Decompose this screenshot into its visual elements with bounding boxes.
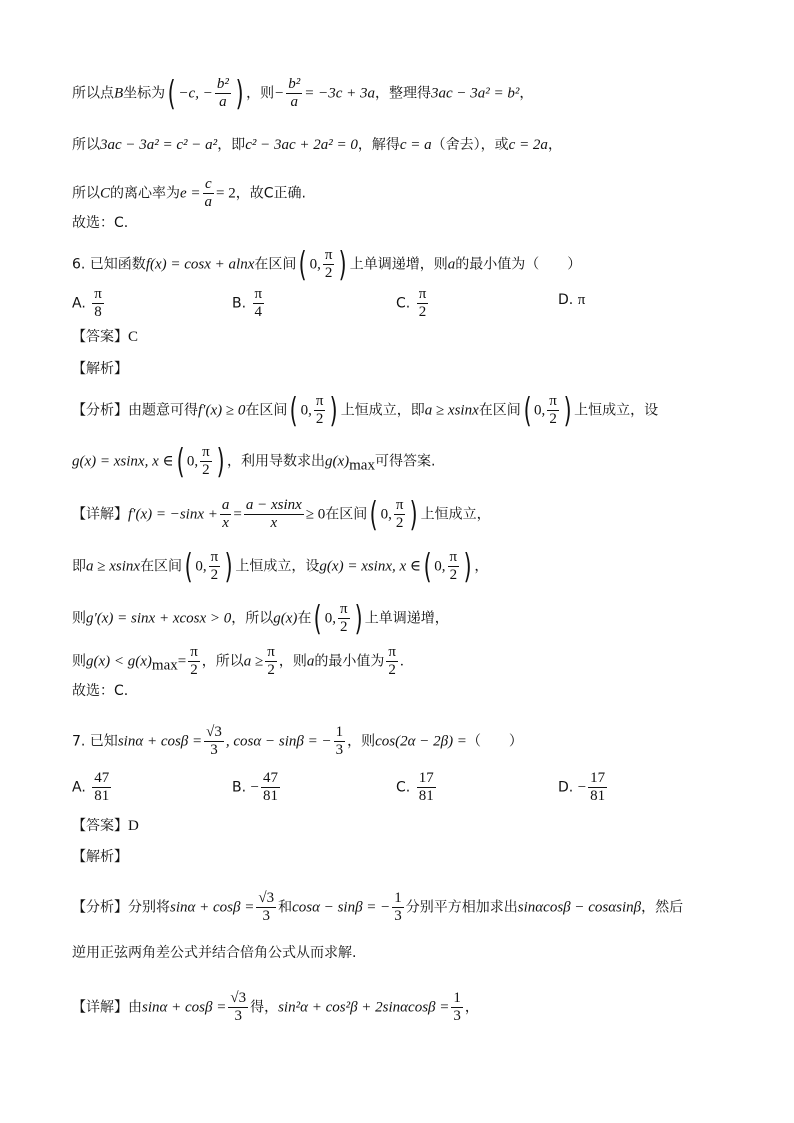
text-run: 【答案】 bbox=[72, 818, 128, 834]
fraction-denominator: x bbox=[270, 515, 278, 531]
answer-select-line: 故选：C. bbox=[72, 215, 129, 231]
math-paren: ( bbox=[289, 390, 298, 431]
text-run: ， bbox=[464, 999, 479, 1016]
detail-6-line1 bbox=[72, 494, 491, 535]
math-fraction bbox=[203, 176, 215, 211]
fraction-numerator: √3 bbox=[206, 724, 222, 740]
text-run: 【详解】 bbox=[72, 506, 128, 523]
math-paren: ) bbox=[563, 390, 572, 431]
math-expr: = 2 bbox=[216, 185, 236, 202]
math-paren: ) bbox=[235, 73, 244, 114]
text-run: D. bbox=[558, 292, 574, 308]
math-expr: = bbox=[177, 653, 187, 670]
fraction-numerator: √3 bbox=[230, 990, 247, 1006]
fraction-numerator: 1 bbox=[394, 890, 402, 906]
math-fraction bbox=[200, 444, 212, 479]
fraction-denominator: 2 bbox=[449, 567, 458, 583]
text-run: ， bbox=[547, 137, 562, 153]
math-paren: ) bbox=[224, 546, 233, 587]
fraction-numerator: a − xsinx bbox=[245, 497, 302, 513]
math-fraction bbox=[386, 644, 398, 679]
math-fraction bbox=[253, 286, 265, 321]
text-run: 则 bbox=[72, 610, 86, 627]
fraction-numerator: 17 bbox=[418, 770, 434, 786]
math-fraction bbox=[92, 286, 104, 321]
text-run: B. bbox=[232, 295, 247, 312]
math-fraction bbox=[314, 393, 326, 428]
math-expr: cos(2α − 2β) = bbox=[375, 733, 467, 750]
math-expr: 0, bbox=[380, 506, 392, 523]
math-expr: e = bbox=[180, 185, 201, 202]
math-fraction bbox=[209, 549, 221, 584]
math-paren: ( bbox=[176, 441, 185, 482]
text-run: 由题意可得 bbox=[128, 402, 198, 419]
option-a[interactable] bbox=[72, 286, 106, 321]
fraction-denominator: 3 bbox=[234, 1008, 242, 1024]
select-6: 故选：C. bbox=[72, 683, 129, 699]
subscript: max bbox=[151, 657, 178, 674]
math-fraction bbox=[204, 724, 224, 759]
math-expr: a ≥ xsinx bbox=[424, 402, 479, 419]
math-expr: g(x) bbox=[273, 610, 298, 627]
math-expr: − bbox=[577, 779, 587, 796]
math-fraction bbox=[228, 990, 248, 1025]
text-run: 坐标为 bbox=[123, 85, 166, 102]
text-run: 所以 bbox=[72, 137, 100, 153]
math-expr: cosα − sinβ = − bbox=[292, 899, 391, 916]
text-run: 分别平方相加求出 bbox=[405, 899, 518, 916]
fraction-numerator: π bbox=[202, 444, 210, 460]
math-paren: ) bbox=[463, 546, 472, 587]
option-c[interactable] bbox=[396, 286, 430, 321]
math-fraction bbox=[188, 644, 200, 679]
text-run: ，所以 bbox=[231, 610, 274, 627]
fraction-numerator: π bbox=[339, 601, 348, 617]
fraction-numerator: π bbox=[210, 549, 219, 565]
math-expr: g(x) < g(x) bbox=[86, 653, 152, 670]
text-run: A. bbox=[72, 295, 86, 312]
analysis-6-line2 bbox=[72, 441, 436, 482]
text-run: 所以点 bbox=[72, 85, 114, 102]
option-c[interactable] bbox=[396, 770, 438, 805]
text-run: 【详解】 bbox=[72, 999, 128, 1016]
math-paren: ( bbox=[299, 244, 307, 285]
math-expr: , cosα − sinβ = − bbox=[225, 733, 332, 750]
text-run: 可得答案. bbox=[374, 453, 436, 470]
text-run: ，然后 bbox=[641, 899, 684, 916]
text-run: ，则 bbox=[278, 653, 307, 670]
fraction-denominator: 81 bbox=[262, 788, 278, 804]
math-expr: C bbox=[100, 185, 111, 202]
fraction-denominator: 2 bbox=[388, 662, 396, 678]
math-expr: B bbox=[114, 85, 124, 102]
fraction-numerator: π bbox=[324, 247, 333, 263]
math-expr: g(x) = xsinx, x ∈ bbox=[72, 453, 174, 470]
math-expr: 0, bbox=[534, 402, 546, 419]
text-run: （ ） bbox=[466, 733, 523, 750]
math-expr: g(x) bbox=[324, 453, 350, 470]
analysis-6-heading: 【解析】 bbox=[72, 361, 128, 377]
math-expr: g(x) = xsinx, x ∈ bbox=[319, 558, 422, 575]
text-run: 的离心率为 bbox=[110, 185, 181, 202]
math-paren: ( bbox=[314, 598, 323, 639]
math-fraction bbox=[392, 890, 404, 925]
analysis-7-line1 bbox=[72, 890, 683, 925]
math-expr: ≥ 0 bbox=[305, 506, 326, 523]
text-run: 上恒成立，设 bbox=[574, 402, 659, 419]
analysis-7-heading: 【解析】 bbox=[72, 849, 128, 865]
math-fraction bbox=[323, 247, 335, 282]
text-run: 的最小值为（ ） bbox=[455, 256, 582, 273]
math-fraction bbox=[215, 76, 231, 111]
fraction-denominator: 2 bbox=[395, 515, 404, 531]
fraction-denominator: 8 bbox=[94, 304, 102, 320]
fraction-denominator: 81 bbox=[418, 788, 434, 804]
text-run: 【分析】 bbox=[72, 402, 128, 419]
fraction-denominator: 3 bbox=[453, 1008, 461, 1024]
question-7 bbox=[72, 724, 523, 759]
text-run: ，整理得 bbox=[375, 85, 432, 102]
math-paren: ) bbox=[330, 390, 339, 431]
math-expr: 0, bbox=[309, 256, 321, 273]
math-fraction bbox=[244, 497, 304, 532]
fraction-denominator: a bbox=[290, 94, 298, 110]
fraction-denominator: 2 bbox=[418, 304, 427, 320]
text-run: 则 bbox=[72, 653, 86, 670]
math-expr: a bbox=[447, 256, 456, 273]
math-paren: ( bbox=[369, 494, 378, 535]
fraction-numerator: π bbox=[254, 286, 263, 302]
math-expr: sinα + cosβ = bbox=[170, 899, 255, 916]
math-expr: 0, bbox=[300, 402, 312, 419]
option-b[interactable] bbox=[232, 286, 266, 321]
math-fraction bbox=[448, 549, 460, 584]
fraction-numerator: 17 bbox=[590, 770, 606, 786]
text-run: 分别将 bbox=[128, 899, 170, 916]
question-6 bbox=[72, 244, 582, 285]
detail-6-line4 bbox=[72, 644, 404, 679]
fraction-numerator: b² bbox=[216, 76, 229, 92]
text-run: 上恒成立，即 bbox=[340, 402, 425, 419]
math-fraction bbox=[220, 497, 232, 532]
math-fraction bbox=[334, 724, 346, 759]
math-paren: ) bbox=[354, 598, 363, 639]
math-expr: sinαcosβ − cosαsinβ bbox=[517, 899, 642, 916]
math-paren: ( bbox=[423, 546, 432, 587]
text-run: 和 bbox=[278, 899, 293, 916]
math-fraction bbox=[261, 770, 280, 805]
fraction-numerator: 47 bbox=[94, 770, 110, 786]
math-expr: 3ac − 3a² = c² − a² bbox=[100, 137, 218, 153]
line-point-b bbox=[72, 73, 534, 114]
math-expr: = bbox=[233, 506, 242, 523]
fraction-numerator: c bbox=[204, 176, 212, 192]
text-run: （舍去），或 bbox=[431, 137, 509, 153]
detail-7-line1 bbox=[72, 990, 479, 1025]
text-run: 上恒成立，设 bbox=[235, 558, 320, 575]
text-run: B. bbox=[232, 779, 247, 796]
math-fraction bbox=[92, 770, 111, 805]
text-run: 【分析】 bbox=[72, 899, 128, 916]
line-eccentricity bbox=[72, 176, 306, 211]
analysis-6-line1 bbox=[72, 390, 659, 431]
math-paren: ( bbox=[184, 546, 193, 587]
math-fraction bbox=[417, 286, 429, 321]
text-run: A. bbox=[72, 779, 86, 796]
answer-6 bbox=[72, 326, 138, 348]
analysis-7-line2: 逆用正弦两角差公式并结合倍角公式从而求解. bbox=[72, 945, 357, 961]
math-expr: . bbox=[399, 653, 404, 670]
fraction-numerator: π bbox=[418, 286, 427, 302]
fraction-denominator: 2 bbox=[210, 567, 219, 583]
math-expr: c = a bbox=[399, 137, 432, 153]
math-expr: a ≥ bbox=[243, 653, 264, 670]
math-fraction bbox=[256, 890, 276, 925]
fraction-denominator: 2 bbox=[339, 619, 348, 635]
text-run: ，即 bbox=[217, 137, 246, 153]
math-expr: −c, − bbox=[178, 85, 213, 102]
text-run: 7. 已知 bbox=[72, 733, 118, 750]
fraction-denominator: 3 bbox=[262, 908, 270, 924]
math-fraction bbox=[394, 497, 406, 532]
fraction-denominator: 81 bbox=[94, 788, 110, 804]
text-run: 在区间 bbox=[478, 402, 521, 419]
text-run: 在 bbox=[297, 610, 312, 627]
fraction-numerator: π bbox=[549, 393, 557, 409]
text-run: ，所以 bbox=[201, 653, 244, 670]
fraction-numerator: π bbox=[190, 644, 198, 660]
math-fraction bbox=[338, 601, 350, 636]
text-run: ，则 bbox=[246, 85, 275, 102]
subscript: max bbox=[349, 457, 375, 474]
text-run: ， bbox=[474, 558, 489, 575]
detail-6-line2 bbox=[72, 546, 489, 587]
answer-7 bbox=[72, 815, 139, 837]
text-run: 上单调递增， bbox=[364, 610, 449, 627]
fraction-denominator: 2 bbox=[324, 265, 333, 281]
text-run: 【答案】 bbox=[72, 329, 128, 345]
math-expr: − bbox=[250, 779, 259, 796]
text-run: 得， bbox=[250, 999, 279, 1016]
text-run: ，故C正确. bbox=[235, 185, 306, 202]
fraction-numerator: π bbox=[395, 497, 404, 513]
text-run: 即 bbox=[72, 558, 86, 575]
text-run: 上单调递增，则 bbox=[349, 256, 448, 273]
fraction-denominator: 2 bbox=[315, 411, 324, 427]
math-expr: g′(x) = sinx + xcosx > 0 bbox=[86, 610, 232, 627]
line-solve-c bbox=[72, 134, 562, 156]
fraction-numerator: 47 bbox=[262, 770, 278, 786]
text-run: ，则 bbox=[347, 733, 376, 750]
option-a[interactable] bbox=[72, 770, 113, 805]
fraction-denominator: 3 bbox=[394, 908, 402, 924]
fraction-denominator: 81 bbox=[590, 788, 606, 804]
fraction-denominator: 2 bbox=[549, 411, 557, 427]
fraction-denominator: a bbox=[204, 194, 213, 210]
fraction-denominator: 2 bbox=[202, 462, 210, 478]
math-paren: ( bbox=[167, 73, 176, 114]
fraction-denominator: 3 bbox=[210, 742, 218, 758]
math-expr: π bbox=[577, 292, 586, 308]
math-expr: D bbox=[128, 818, 139, 834]
math-paren: ) bbox=[216, 441, 225, 482]
math-expr: f′(x) = −sinx + bbox=[128, 506, 218, 523]
math-expr: 0, bbox=[434, 558, 446, 575]
text-run: ，利用导数求出 bbox=[226, 453, 325, 470]
option-d[interactable] bbox=[558, 770, 609, 805]
fraction-numerator: √3 bbox=[258, 890, 275, 906]
math-fraction bbox=[547, 393, 559, 428]
math-expr: 0, bbox=[195, 558, 207, 575]
math-expr: = −3c + 3a bbox=[304, 85, 376, 102]
text-run: 6. 已知函数 bbox=[72, 256, 146, 273]
math-expr: C bbox=[128, 329, 139, 345]
fraction-denominator: a bbox=[219, 94, 227, 110]
fraction-numerator: π bbox=[315, 393, 324, 409]
fraction-denominator: x bbox=[222, 515, 229, 531]
math-expr: f(x) = cosx + alnx bbox=[145, 256, 255, 273]
option-b[interactable] bbox=[232, 770, 282, 805]
option-d[interactable] bbox=[558, 292, 585, 309]
math-expr: a ≥ xsinx bbox=[86, 558, 141, 575]
text-run: C. bbox=[396, 779, 411, 796]
math-expr: sin²α + cos²β + 2sinαcosβ = bbox=[278, 999, 450, 1016]
fraction-numerator: a bbox=[221, 497, 230, 513]
math-expr: 3ac − 3a² = b² bbox=[431, 85, 520, 102]
text-run: 的最小值为 bbox=[314, 653, 385, 670]
text-run: 在区间 bbox=[325, 506, 368, 523]
math-expr: c = 2a bbox=[508, 137, 548, 153]
math-expr: sinα + cosβ = bbox=[142, 999, 227, 1016]
text-run: 在区间 bbox=[140, 558, 183, 575]
math-fraction bbox=[265, 644, 277, 679]
math-expr: c² − 3ac + 2a² = 0 bbox=[245, 137, 358, 153]
math-fraction bbox=[588, 770, 607, 805]
fraction-denominator: 2 bbox=[190, 662, 198, 678]
text-run: 在区间 bbox=[245, 402, 288, 419]
math-expr: sinα + cosβ = bbox=[117, 733, 203, 750]
fraction-numerator: 1 bbox=[335, 724, 344, 740]
fraction-numerator: π bbox=[267, 644, 275, 660]
fraction-denominator: 3 bbox=[335, 742, 344, 758]
fraction-numerator: π bbox=[449, 549, 458, 565]
math-fraction bbox=[417, 770, 436, 805]
fraction-denominator: 4 bbox=[254, 304, 263, 320]
fraction-numerator: b² bbox=[288, 76, 301, 92]
text-run: C. bbox=[396, 295, 411, 312]
text-run: 所以 bbox=[72, 185, 100, 202]
text-run: 由 bbox=[128, 999, 142, 1016]
math-fraction bbox=[451, 990, 463, 1025]
text-run: ， bbox=[519, 85, 534, 102]
text-run: 在区间 bbox=[254, 256, 297, 273]
text-run: D. bbox=[558, 779, 574, 796]
math-paren: ) bbox=[410, 494, 419, 535]
math-expr: a bbox=[306, 653, 315, 670]
fraction-numerator: 1 bbox=[453, 990, 461, 1006]
text-run: 上恒成立， bbox=[420, 506, 491, 523]
math-expr: 0, bbox=[324, 610, 336, 627]
fraction-denominator: 2 bbox=[267, 662, 275, 678]
text-run: ，解得 bbox=[357, 137, 400, 153]
math-expr: − bbox=[274, 85, 285, 102]
detail-6-line3 bbox=[72, 598, 449, 639]
fraction-numerator: π bbox=[388, 644, 396, 660]
math-expr: 0, bbox=[186, 453, 199, 470]
fraction-numerator: π bbox=[94, 286, 102, 302]
math-paren: ( bbox=[523, 390, 532, 431]
math-expr: f′(x) ≥ 0 bbox=[198, 402, 246, 419]
math-paren: ) bbox=[339, 244, 348, 285]
math-fraction bbox=[286, 76, 302, 111]
